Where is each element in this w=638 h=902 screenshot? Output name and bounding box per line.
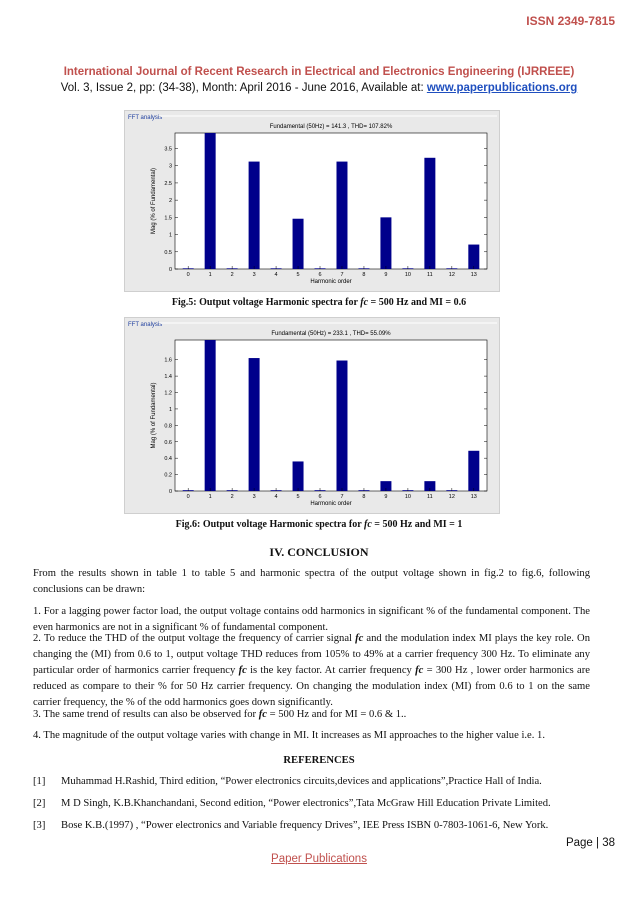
y-tick-label: 0: [168, 267, 172, 273]
reference-item: [33, 820, 603, 831]
x-tick-label: 1: [208, 494, 212, 500]
fc-symbol: fc: [415, 665, 424, 676]
bar: [380, 217, 391, 269]
chart-title: Fundamental (50Hz) = 233.1 , THD= 55.09%: [271, 331, 391, 337]
x-tick-label: 5: [296, 494, 300, 500]
caption-fc: fc: [364, 519, 372, 530]
x-tick-label: 6: [318, 494, 322, 500]
bar: [293, 461, 304, 491]
y-tick-label: 1.6: [164, 357, 172, 364]
y-tick-label: 0.5: [164, 249, 172, 256]
caption-text-end: = 500 Hz and MI = 0.6: [368, 297, 467, 308]
conclusion-point-4: 4. The magnitude of the output voltage varies with change in MI. It increases as MI approaches to the higher value i.e. 1.: [33, 730, 545, 741]
caption-text: Fig.6: Output voltage Harmonic spectra for: [175, 519, 365, 530]
volume-text: Vol. 3, Issue 2, pp: (34-38), Month: April 2016 - June 2016, Available at:: [60, 82, 427, 94]
y-axis-label: Mag (% of Fundamental): [151, 167, 157, 235]
x-tick-label: 8: [362, 494, 366, 500]
panel-label: FFT analysis: [128, 322, 163, 328]
x-tick-label: 2: [230, 272, 234, 278]
x-tick-label: 11: [427, 272, 433, 278]
y-tick-label: 1.4: [164, 374, 172, 381]
reference-text: M D Singh, K.B.Khanchandani, Second edition, “Power electronics”,Tata McGraw Hill Education Private Limited.: [61, 798, 551, 809]
x-tick-label: 9: [384, 272, 388, 278]
point-3-text-a: 3. The same trend of results can also be observed for: [33, 709, 259, 720]
publisher-footer: Paper Publications: [271, 853, 367, 865]
caption-text: Fig.5: Output voltage Harmonic spectra for: [171, 297, 361, 308]
reference-text: Bose K.B.(1997) , “Power electronics and Variable frequency Drives”, IEE Press ISBN 0-7803-1061-6, New York.: [61, 820, 549, 831]
chart-title: Fundamental (50Hz) = 141.3 , THD= 107.82%: [269, 124, 393, 130]
bar: [249, 162, 260, 269]
x-axis-label: Harmonic order: [310, 501, 352, 507]
figure-5-panel: [124, 110, 500, 292]
x-tick-label: 9: [384, 494, 388, 500]
x-tick-label: 13: [470, 272, 477, 278]
x-tick-label: 10: [404, 272, 411, 278]
bar: [468, 245, 479, 269]
x-tick-label: 12: [448, 494, 455, 500]
y-tick-label: 0.6: [164, 439, 172, 446]
reference-number: [2]: [33, 798, 46, 809]
y-axis-label: Mag (% of Fundamental): [151, 382, 157, 449]
fft-chart-fig6: [125, 318, 499, 513]
y-tick-label: 1: [168, 406, 172, 413]
point-2-text-a: 2. To reduce the THD of the output voltage the frequency of carrier signal: [33, 633, 356, 644]
panel-label: FFT analysis: [128, 115, 163, 121]
y-tick-label: 0.8: [164, 423, 172, 430]
caption-fc: fc: [360, 297, 369, 308]
reference-item: [33, 798, 603, 809]
figure-5-caption: [0, 297, 638, 308]
y-tick-label: 0.2: [164, 472, 172, 479]
conclusion-point-1: 1. For a lagging power factor load, the output voltage contains odd harmonics in significant % of the fundamental component. The even harmonics are not in a significant % of fundamental component.: [33, 606, 590, 633]
point-3-text-b: = 500 Hz and for MI = 0.6 & 1..: [266, 709, 407, 720]
x-tick-label: 11: [427, 494, 433, 500]
x-tick-label: 5: [296, 272, 300, 278]
x-tick-label: 1: [208, 272, 212, 278]
bar: [424, 158, 435, 269]
x-tick-label: 4: [274, 272, 278, 278]
reference-number: [1]: [33, 776, 46, 787]
figure-6-panel: [124, 317, 500, 514]
plot-area: [175, 340, 487, 491]
journal-url-link[interactable]: www.paperpublications.org: [426, 82, 578, 94]
caption-text-end: = 500 Hz and MI = 1: [371, 519, 463, 530]
bar: [205, 340, 216, 491]
y-tick-label: 1.5: [164, 215, 172, 222]
y-tick-label: 0.4: [164, 456, 172, 463]
conclusion-point-3: [33, 707, 590, 723]
fft-chart-fig5: [125, 111, 499, 291]
point-2-text-c: is the key factor. At carrier frequency: [246, 665, 416, 676]
y-tick-label: 0: [168, 489, 172, 495]
bar: [293, 219, 304, 269]
bar: [468, 451, 479, 491]
reference-item: [33, 776, 603, 787]
x-tick-label: 7: [340, 272, 344, 278]
bar: [205, 133, 216, 269]
bar: [336, 361, 347, 491]
fc-symbol: fc: [355, 633, 364, 644]
y-tick-label: 2.5: [164, 180, 172, 187]
y-tick-label: 1.2: [164, 390, 172, 397]
x-tick-label: 4: [274, 494, 278, 500]
point-2-text-b: and the modulation index MI plays the key role. On changing the (MI) from 0.6 to 1, output voltage THD reduces from 105% to 49% at a carrier frequency 300 Hz. To eliminate any particular order of harmonics carrier frequency: [33, 633, 590, 676]
x-tick-label: 3: [252, 272, 256, 278]
y-tick-label: 1: [168, 232, 172, 239]
section-heading: IV. CONCLUSION: [269, 545, 369, 559]
x-tick-label: 12: [448, 272, 455, 278]
y-tick-label: 3.5: [164, 146, 172, 153]
y-tick-label: 3: [168, 163, 172, 170]
x-tick-label: 0: [186, 494, 190, 500]
x-tick-label: 3: [252, 494, 256, 500]
references-title: REFERENCES: [283, 755, 355, 766]
x-tick-label: 2: [230, 494, 234, 500]
volume-line: [0, 82, 638, 94]
figure-6-caption: [0, 519, 638, 530]
journal-title: International Journal of Recent Research in Electrical and Electronics Engineering (IJRREEE): [63, 66, 575, 78]
fc-symbol: fc: [258, 709, 267, 720]
point-2-text-d: = 300 Hz , lower order harmonics are reduced as compare to their % for 50 Hz carrier frequency. On changing the modulation index (MI) from 0.6 to 1 on the same carrier frequency, the % of the odd harmonics goes down significantly.: [33, 665, 590, 708]
x-tick-label: 13: [470, 494, 477, 500]
conclusion-intro: From the results shown in table 1 to table 5 and harmonic spectra of the output voltage shown in fig.2 to fig.6, following conclusions can be drawn:: [33, 568, 590, 595]
plot-area: [175, 133, 487, 269]
fc-symbol: fc: [238, 665, 247, 676]
x-tick-label: 10: [404, 494, 411, 500]
x-tick-label: 0: [186, 272, 190, 278]
x-tick-label: 6: [318, 272, 322, 278]
x-axis-label: Harmonic order: [310, 279, 352, 285]
y-tick-label: 2: [168, 198, 172, 205]
bar: [249, 358, 260, 491]
x-tick-label: 7: [340, 494, 344, 500]
conclusion-point-2: [33, 631, 590, 711]
reference-text: Muhammad H.Rashid, Third edition, “Power electronics circuits,devices and applications”,Practice Hall of India.: [61, 776, 542, 787]
page-number: Page | 38: [565, 837, 615, 849]
issn-label: ISSN 2349-7815: [526, 14, 615, 28]
bar: [336, 162, 347, 269]
reference-number: [3]: [33, 820, 46, 831]
x-tick-label: 8: [362, 272, 366, 278]
